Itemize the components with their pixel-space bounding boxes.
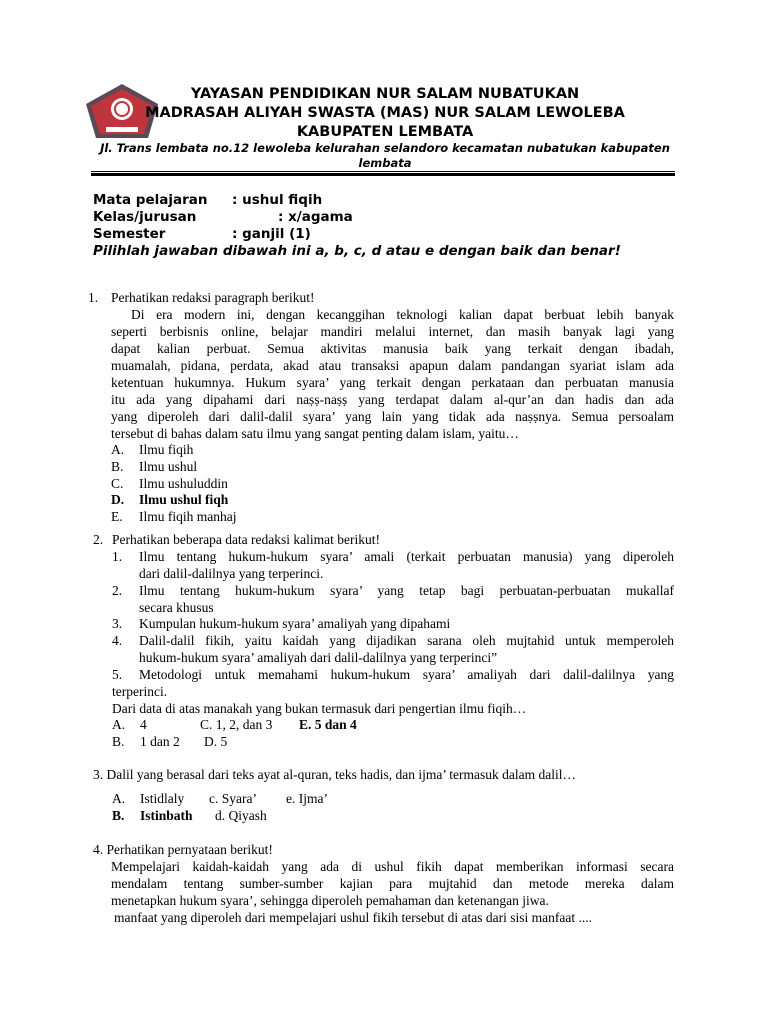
q1-line: ketentuan hukumnya. Hukum syara’ yang terkait dengan perkataan dan perbuatan manusia (111, 375, 674, 390)
subject-value: : ushul fiqih (232, 192, 323, 208)
q2-item-text: Metodologi untuk memahami hukum-hukum syara’ amaliyah dari dalil-dalilnya yang (139, 667, 674, 682)
q2-item-text: Ilmu tentang hukum-hukum syara’ amali (terkait perbuatan manusia) yang diperoleh (139, 549, 674, 564)
q1-option-d[interactable]: D. Ilmu ushul fiqh (111, 492, 229, 507)
q2-item-text-cont: terperinci. (112, 684, 168, 699)
q2-option-d[interactable]: D. 5 (204, 734, 228, 749)
subject-row (93, 192, 322, 208)
q1-number: 1. (88, 290, 99, 305)
q2-number: 2. (93, 532, 104, 547)
q2-option-c[interactable]: C. 1, 2, dan 3 (200, 717, 273, 732)
q3-option-e[interactable]: e. Ijma’ (286, 791, 328, 806)
subject-label: Mata pelajaran (93, 192, 208, 208)
semester-label: Semester (93, 226, 166, 242)
q3-option-d[interactable]: d. Qiyash (215, 808, 267, 823)
q2-item-number: 3. (112, 616, 123, 631)
q2-question: Dari data di atas manakah yang bukan termasuk dari pengertian ilmu fiqih… (112, 701, 527, 716)
q3-option-b[interactable]: B. Istinbath (112, 808, 193, 823)
regency-name: KABUPATEN LEMBATA (296, 124, 474, 140)
q2-stem: Perhatikan beberapa data redaksi kalimat berikut! (112, 532, 381, 547)
q1-line: yang diperoleh dari dalil-dalil syara’ yang lain yang tidak ada naṣṣnya. Semua persoalam (111, 409, 674, 424)
q2-item-number: 5. (112, 667, 123, 682)
q2-item-text: Dalil-dalil fikih, yaitu kaidah yang dijadikan sarana oleh mujtahid untuk memperoleh (139, 633, 674, 648)
q1-line: seperti berbisnis online, belajar mandiri melalui internet, dan masih banyak lagi yang (111, 324, 674, 339)
semester-value: : ganjil (1) (232, 226, 311, 242)
instruction: Pilihlah jawaban dibawah ini a, b, c, d atau e dengan baik dan benar! (93, 243, 621, 259)
q4-question: manfaat yang diperoleh dari mempelajari ushul fikih tersebut di atas dari sisi manfaat .... (114, 910, 592, 925)
q2-item-number: 2. (112, 583, 123, 598)
q2-item-text: Ilmu tentang hukum-hukum syara’ yang tetap bagi perbuatan-perbuatan mukallaf (139, 583, 674, 598)
q2-item-number: 1. (112, 549, 123, 564)
q1-line: Di era modern ini, dengan kecanggihan teknologi kalian dapat berbuat lebih banyak (131, 307, 674, 322)
q4-line-last: menetapkan hukum syara’, sehingga diperoleh pemahaman dan ketenangan jiwa. (111, 893, 549, 908)
q1-option-c[interactable]: C. Ilmu ushuluddin (111, 476, 228, 491)
q2-item-text: Kumpulan hukum-hukum syara’ amaliyah yang dipahami (139, 616, 451, 631)
q2-item-text-cont: hukum-hukum syara’ amaliyah dari dalil-dalilnya yang terperinci” (139, 650, 498, 665)
q3-stem: 3. Dalil yang berasal dari teks ayat al-quran, teks hadis, dan ijma’ termasuk dalam dalil… (93, 767, 576, 782)
semester-row (93, 226, 311, 242)
q3-option-c[interactable]: c. Syara’ (209, 791, 257, 806)
school-name: MADRASAH ALIYAH SWASTA (MAS) NUR SALAM LEWOLEBA (145, 105, 625, 121)
q2-option-b[interactable]: B. 1 dan 2 (112, 734, 180, 749)
q1-option-e[interactable]: E. Ilmu fiqih manhaj (111, 509, 237, 524)
q2-item-text-cont: secara khusus (139, 600, 214, 615)
school-address: Jl. Trans lembata no.12 lewoleba kelurahan selandoro kecamatan nubatukan kabupaten lembata (100, 141, 670, 170)
class-value: : x/agama (278, 209, 353, 225)
q2-item-number: 4. (112, 633, 123, 648)
q4-line: mendalam tentang sumber-sumber kajian para mujtahid dan metode mereka dalam (111, 876, 674, 891)
q4-line: Mempelajari kaidah-kaidah yang ada di ushul fikih dapat memberikan informasi secara (111, 859, 674, 874)
q1-stem: Perhatikan redaksi paragraph berikut! (111, 290, 315, 305)
q1-option-b[interactable]: B. Ilmu ushul (111, 459, 198, 474)
q2-item-text-cont: dari dalil-dalilnya yang terperinci. (139, 566, 324, 581)
q1-option-a[interactable]: A. Ilmu fiqih (111, 442, 194, 457)
class-label: Kelas/jurusan (93, 209, 197, 225)
q1-line: tersebut di bahas dalam satu ilmu yang sangat penting dalam islam, yaitu… (111, 426, 519, 441)
q3-option-a[interactable]: A. Istidlaly (112, 791, 185, 806)
header-rule-thick (91, 173, 675, 176)
class-row (93, 209, 353, 225)
q1-line: muamalah, pidana, perdata, akad atau transaksi apapun dalam pandangan syariat islam ada (111, 358, 674, 373)
q1-line: itu ada yang dipahami dari naṣṣ-naṣṣ yang terdapat dalam al-qur’an dan hadis dan ada (111, 392, 674, 407)
q2-option-a[interactable]: A. 4 (112, 717, 147, 732)
q2-option-e[interactable]: E. 5 dan 4 (299, 717, 357, 732)
header-rule-thin (91, 171, 675, 172)
q4-stem: 4. Perhatikan pernyataan berikut! (93, 842, 273, 857)
q1-line: dapat kalian perbuat. Semua aktivitas manusia baik yang terkait dengan ibadah, (111, 341, 674, 356)
foundation-name: YAYASAN PENDIDIKAN NUR SALAM NUBATUKAN (190, 86, 580, 102)
